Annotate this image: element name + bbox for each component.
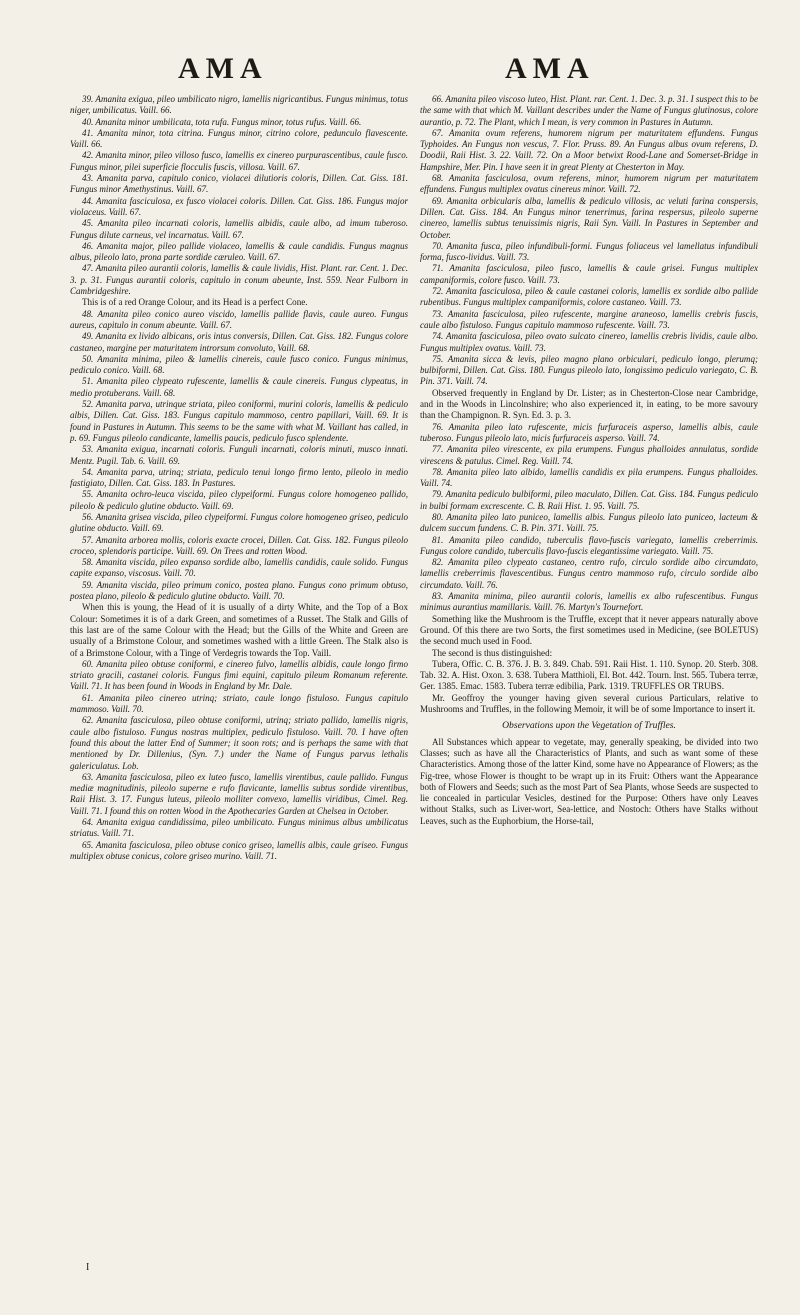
paragraph: 56. Amanita grisea viscida, pileo clypeiformi. Fungus colore homogeneo griseo, pediculo glutine obducto. Vaill. 69.: [70, 511, 408, 534]
paragraph: All Substances which appear to vegetate, may, generally speaking, be divided into two Classes; such as have all the Characteristics of Plants, and such as want some of these Characteristics. Among those of the latter Kind, some have no Appearance of Flowers; as the Fig-tree, whose Flower is thought to be wrapt up in its Fruit: Others want the Appearance both of Flowers and Seeds; such as the most Part of Sea Plants, whose Seeds are suspected to lie concealed in particular Vesicles, destined for the Purpose: Others have only Leaves without Stalks, such as Liver-wort, Sea-lettice, and Nostoch: Others have Stalks without Leaves, such as the Euphorbium, the Horse-tail,: [420, 736, 758, 826]
paragraph: 62. Amanita fasciculosa, pileo obtuse coniformi, utrinq; striato pallido, lamellis nigris, caule albo fistuloso. Fungus nostras multiplex, pediculo fistuloso. Vaill. 70. I have often found this about the latter End of Summer; it soon rots; and is perhaps the same with that mentioned by Dr. Dillenius, (Syn. 7.) under the Name of Fungus parvus lethalis galericulatus. Lob.: [70, 715, 408, 771]
paragraph: Something like the Mushroom is the Truffle, except that it never appears naturally above Ground. Of this there are two Sorts, the first sometimes used in Medicine, (see BOLETUS) the second much used in Food.: [420, 613, 758, 647]
paragraph: 43. Amanita parva, capitulo conico, violacei dilutioris coloris, Dillen. Cat. Giss. 181. Fungus minor Amethystinus. Vaill. 67.: [70, 173, 408, 195]
paragraph: 44. Amanita fasciculosa, ex fusco violacei coloris. Dillen. Cat. Giss. 186. Fungus major violaceus. Vaill. 67.: [70, 195, 408, 217]
paragraph: 77. Amanita pileo virescente, ex pila erumpens. Fungus phalloides annulatus, sordide virescens & patulus. Cimel. Reg. Vaill. 74.: [420, 444, 758, 466]
paragraph: 64. Amanita exigua candidissima, pileo umbilicato. Fungus minimus albus umbilicatus striatus. Vaill. 71.: [70, 817, 408, 839]
paragraph: When this is young, the Head of it is usually of a dirty White, and the Top of a Box Colour: Sometimes it is of a dark Green, and sometimes of a Russet. The Stalk and Gills of this last are of the same Colour with the Head; but the Gills of the White and Green are usually of a Brimstone Colour, and sometimes washed with a little Green. The Stalk also is of a Brimstone Colour, with a Tinge of Verdegris towards the Top. Vaill.: [70, 602, 408, 658]
paragraph: 71. Amanita fasciculosa, pileo fusco, lamellis & caule grisei. Fungus multiplex campaniformis, colore fusco. Vaill. 73.: [420, 263, 758, 285]
paragraph: 45. Amanita pileo incarnati coloris, lamellis albidis, caule albo, ad imum tuberoso. Fungus dilute carneus, vel incarnatus. Vaill. 67.: [70, 218, 408, 240]
paragraph: 68. Amanita fasciculosa, ovum referens, minor, humorem nigrum per maturitatem effundens. Fungus multiplex ovatus cinereus minor. Vaill. 72.: [420, 173, 758, 195]
paragraph: 57. Amanita arborea mollis, coloris exacte crocei, Dillen. Cat. Giss. 182. Fungus pileolo croceo, splendoris participe. Vaill. 69. On Trees and rotten Wood.: [70, 534, 408, 556]
right-column: [420, 94, 758, 827]
paragraph: 41. Amanita minor, tota citrina. Fungus minor, citrino colore, pedunculo flavescente. Vaill. 66.: [70, 127, 408, 150]
paragraph: 60. Amanita pileo obtuse coniformi, e cinereo fulvo, lamellis albidis, caule longo firmo striato gracili, castanei coloris. Fungus fimi equini, capitulo pileum Romanum referente. Vaill. 71. It has been found in Woods in England by Mr. Dale.: [70, 658, 408, 692]
paragraph: 59. Amanita viscida, pileo primum conico, postea plano. Fungus cono primum obtuso, postea plano, pileolo & pediculo glutine obducto. Vaill. 70.: [70, 579, 408, 602]
paragraph: The second is thus distinguished:: [432, 647, 553, 658]
paragraph: 67. Amanita ovum referens, humorem nigrum per maturitatem effundens. Fungus Typhoides. An Fungus non vescus, 7. Flor. Pruss. 89. An Fungus albus ovum referens, D. Doodii, Raii Hist. 3. 22. Vaill. 72. On a Moor betwixt Rood-Lane and Somerset-Bridge in Hampshire, Mer. Pin. I have seen it in great Plenty at Chesterton in May.: [420, 127, 758, 172]
paragraph: This is of a red Orange Colour, and its Head is a perfect Cone.: [82, 297, 308, 308]
running-head-left: AMA: [178, 52, 268, 85]
section-heading: Observations upon the Vegetation of Truffles.: [502, 720, 676, 732]
paragraph: 75. Amanita sicca & levis, pileo magno plano orbiculari, pediculo longo, plerumq; bulbiformi, Dillen. Cat. Giss. 180. Fungus pileolo lato, longissimo pediculo variegato, C. B. Pin. 371. Vaill. 74.: [420, 353, 758, 387]
paragraph: 48. Amanita pileo conico aureo viscido, lamellis pallide flavis, caule aureo. Fungus aureus, capitulo in conum abeunte. Vaill. 67.: [70, 308, 408, 330]
paragraph: 63. Amanita fasciculosa, pileo ex luteo fusco, lamellis virentibus, caule pallido. Fungus mediæ magnitudinis, pileolo superne e rufo flavicante, lamellis subtus sordide virentibus, Raii Hist. 3. 17. Fungus luteus, pileolo molliter convexo, lamellis viridibus, Cimel. Reg. Vaill. 71. I found this on rotten Wood in the Apothecaries Garden at Chelsea in October.: [70, 771, 408, 816]
paragraph: 66. Amanita pileo viscoso luteo, Hist. Plant. rar. Cent. 1. Dec. 3. p. 31. I suspect this to be the same with that which M. Vaillant describes under the Name of Fungus glutinosus, colore aurantio, p. 72. The Plant, which I mean, is very common in Pastures in Autumn.: [420, 94, 758, 127]
paragraph: 74. Amanita fasciculosa, pileo ovato sulcato cinereo, lamellis crebris lividis, caule albo. Fungus multiplex ovatus. Vaill. 73.: [420, 331, 758, 353]
paragraph: 52. Amanita parva, utrinque striata, pileo coniformi, murini coloris, lamellis & pediculo albis, Dillen. Cat. Giss. 183. Fungus capitulo mammoso, centro papillari, Vaill. 69. It is found in Pastures in Autumn. This seems to be the same with what M. Vaillant has called, in p. 69. Fungus pileolo candicante, lamellis paucis, pediculo fusco splendente.: [70, 399, 408, 443]
paragraph: 54. Amanita parva, utrinq; striata, pediculo tenui longo firmo lento, pileolo in medio fastigiato, Dillen. Cat. Giss. 183. In Pastures.: [70, 466, 408, 489]
paragraph: 76. Amanita pileo lato rufescente, micis furfuraceis asperso, lamellis albis, caule tuberoso. Fungus pileolo lato, micis furfuraceis asperso. Vaill. 74.: [420, 421, 758, 443]
paragraph: 78. Amanita pileo lato albido, lamellis candidis ex pila erumpens. Fungus phalloides. Vaill. 74.: [420, 466, 758, 489]
paragraph: 73. Amanita fasciculosa, pileo rufescente, margine araneoso, lamellis crebris fuscis, caule albo fistuloso. Fungus capitulo mammoso rufescente. Vaill. 73.: [420, 308, 758, 330]
paragraph: Tubera, Offic. C. B. 376. J. B. 3. 849. Chab. 591. Raii Hist. 1. 110. Synop. 20. Sterb. 308. Tab. 32. A. Hist. Oxon. 3. 638. Tubera Matthioli, El. Bot. 442. Tourn. Inst. 565. Tubera terræ, Ger. 1385. Emac. 1583. Tubera terræ edibilia, Park. 1319. TRUFFLES OR TRUBS.: [420, 658, 758, 692]
paragraph: 46. Amanita major, pileo pallide violaceo, lamellis & caule candidis. Fungus magnus albus, pileolo lato, prona parte sordide cæruleo. Vaill. 67.: [70, 240, 408, 263]
paragraph: 61. Amanita pileo cinereo utrinq; striato, caule longo fistuloso. Fungus capitulo mammoso. Vaill. 70.: [70, 692, 408, 715]
paragraph: 55. Amanita ochro-leuca viscida, pileo clypeiformi. Fungus colore homogeneo pallido, pileolo & pediculo glutine obducto. Vaill. 69.: [70, 489, 408, 511]
paragraph: 79. Amanita pediculo bulbiformi, pileo maculato, Dillen. Cat. Giss. 184. Fungus pediculo in bulbi formam excrescente. C. B. Raii Hist. 1. 95. Vaill. 75.: [420, 489, 758, 511]
paragraph: 70. Amanita fusca, pileo infundibuli-formi. Fungus foliaceus vel lamellatus infundibuli forma, fusco-lividus. Vaill. 73.: [420, 240, 758, 263]
paragraph: 42. Amanita minor, pileo villoso fusco, lamellis ex cinereo purpurascentibus, caule fusco. Fungus minor, pilei superficie flocculis fuscis, villosa. Vaill. 67.: [70, 150, 408, 172]
paragraph: 50. Amanita minima, pileo & lamellis cinereis, caule fusco conico. Fungus minimus, pediculo conico. Vaill. 68.: [70, 353, 408, 376]
running-head-right: AMA: [505, 52, 595, 85]
paragraph: 80. Amanita pileo lato puniceo, lamellis albis. Fungus pileolo lato puniceo, lacteum & dulcem succum fundens. C. B. Pin. 371. Vaill. 75.: [420, 511, 758, 534]
paragraph: 47. Amanita pileo aurantii coloris, lamellis & caule lividis, Hist. Plant. rar. Cent. 1. Dec. 3. p. 31. Fungus aurantii coloris, capitulo in conum abeunte, Inst. 559. Near Fulborn in Cambridgeshire.: [70, 263, 408, 297]
paragraph: 58. Amanita viscida, pileo expanso sordide albo, lamellis candidis, caule solido. Fungus capite expanso, viscosus. Vaill. 70.: [70, 557, 408, 579]
paragraph: 53. Amanita exigua, incarnati coloris. Funguli incarnati, coloris minuti, musco innati. Mentz. Pugil. Tab. 6. Vaill. 69.: [70, 444, 408, 466]
paragraph: 51. Amanita pileo clypeato rufescente, lamellis & caule cinereis. Fungus clypeatus, in medio protuberans. Vaill. 68.: [70, 376, 408, 398]
paragraph: 72. Amanita fasciculosa, pileo & caule castanei coloris, lamellis ex sordide albo pallide rubentibus. Fungus multiplex campaniformis, colore castaneo. Vaill. 73.: [420, 286, 758, 308]
paragraph: 82. Amanita pileo clypeato castaneo, centro rufo, circulo sordide albo circumdato, lamellis creberrimis flavescentibus. Fungus centro mammoso rufo, circulo sordide albo circumdato. Vaill. 76.: [420, 557, 758, 590]
paragraph: 65. Amanita fasciculosa, pileo obtuse conico griseo, lamellis albis, caule griseo. Fungus multiplex obtuse conicus, colore griseo murino. Vaill. 71.: [70, 839, 408, 861]
paragraph: 83. Amanita minima, pileo aurantii coloris, lamellis ex albo rufescentibus. Fungus minimus aurantius mamillaris. Vaill. 76. Martyn's Tournefort.: [420, 591, 758, 613]
left-column: [70, 94, 408, 862]
paragraph: 49. Amanita ex livido albicans, oris intus conversis, Dillen. Cat. Giss. 182. Fungus colore castaneo, margine per maturitatem introrsum convoluto, Vaill. 68.: [70, 331, 408, 353]
paragraph: 39. Amanita exigua, pileo umbilicato nigro, lamellis nigricantibus. Fungus minimus, totus niger, umbilicatus. Vaill. 66.: [70, 94, 408, 116]
paragraph: 69. Amanita orbicularis alba, lamellis & pediculo villosis, ac veluti farina conspersis, Dillen. Cat. Giss. 184. An Fungus minor tenerrimus, farina respersus, pileolo superne cinereo, lamellis subtus tenuissimis nigris, Raii Syn. Vaill. In Pastures in September and October.: [420, 195, 758, 240]
paragraph: 40. Amanita minor umbilicata, tota rufa. Fungus minor, totus rufus. Vaill. 66.: [82, 116, 362, 127]
paragraph: Observed frequently in England by Dr. Lister; as in Chesterton-Close near Cambridge, and in the Woods in Lincolnshire; who also experienced it, in eating, to be more savoury than the Champignon. R. Syn. Ed. 3. p. 3.: [420, 387, 758, 421]
signature-mark: I: [86, 1262, 90, 1273]
paragraph: Mr. Geoffroy the younger having given several curious Particulars, relative to Mushrooms and Truffles, in the following Memoir, it will be of some Importance to insert it.: [420, 692, 758, 715]
paragraph: 81. Amanita pileo candido, tuberculis flavo-fuscis variegato, lamellis creberrimis. Fungus colore candido, tuberculis flavo-fuscis elegantissime variegato. Vaill. 75.: [420, 534, 758, 556]
